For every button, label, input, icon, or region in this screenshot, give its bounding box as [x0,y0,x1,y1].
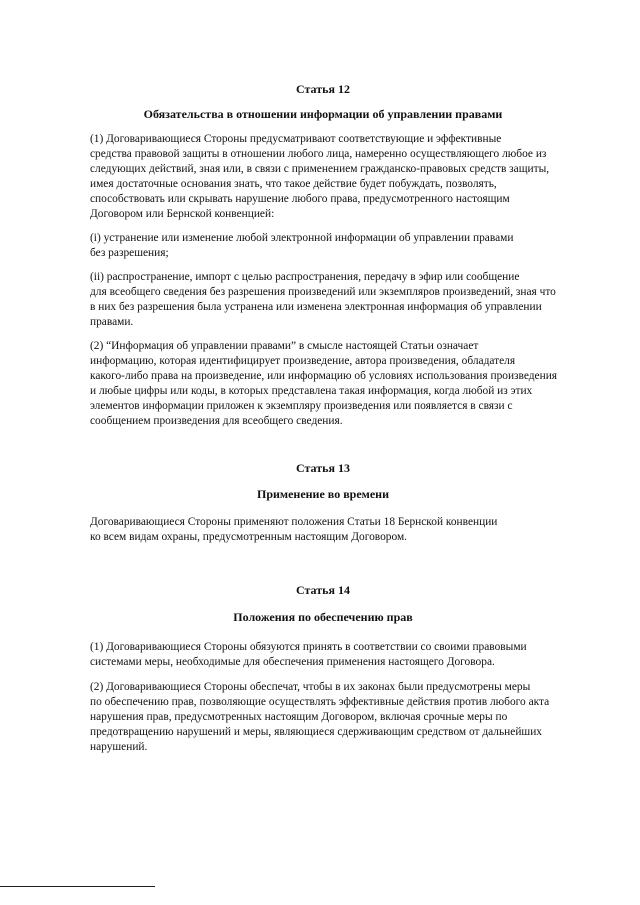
article-14-p2-line: по обеспечению прав, позволяющие осуществлять эффективные действия против любого акта [90,696,550,708]
article-12-item-ii-line: (ii) распространение, импорт с целью распространения, передачу в эфир или сообщение [90,271,520,283]
article-14-p2-line: нарушения прав, предусмотренных настоящим Договором, включая срочные меры по [90,711,508,723]
article-12-p2-line: сообщением произведения для всеобщего сведения. [90,415,343,427]
article-12-p1-line: Договором или Бернской конвенцией: [90,208,275,220]
article-12-p2-line: и любые цифры или коды, в которых представлена такая информация, когда любой из этих [90,385,533,397]
article-12-p2-line: элементов информации приложен к экземпляру произведения или появляется в связи с [90,400,513,412]
article-14-subtitle: Положения по обеспечению прав [233,610,413,624]
article-12-p1-line: следующих действий, зная или, в связи с применением гражданско-правовых средств защиты, [90,163,550,175]
article-12-p2-line: информацию, которая идентифицирует произведение, автора произведения, обладателя [90,355,516,367]
article-12-item-i-line: (i) устранение или изменение любой электронной информации об управлении правами [90,232,514,244]
article-14-title: Статья 14 [296,583,350,597]
article-14-p1-line: системами меры, необходимые для обеспечения применения настоящего Договора. [90,656,495,668]
article-13-subtitle: Применение во времени [256,487,390,501]
article-12-title: Статья 12 [296,82,350,96]
article-12-p1-line: средства правовой защиты в отношении любого лица, намеренно осуществляющего любое из [90,148,547,160]
article-12-item-ii-line: для всеобщего сведения без разрешения произведений или экземпляров произведений, зная что [90,286,556,298]
article-12-p2-line: (2) “Информация об управлении правами” в смысле настоящей Статьи означает [90,340,479,352]
article-12-p1-line: имея достаточные основания знать, что такое действие будет побуждать, позволять, [90,178,497,190]
article-14-p2-line: предотвращению нарушений и меры, являющиеся сдерживающим средством от дальнейших [90,726,542,738]
footnote-separator [0,886,155,887]
article-12-subtitle: Обязательства в отношении информации об управлении правами [143,107,503,121]
article-12-item-i-line: без разрешения; [90,247,169,259]
article-13-p-line: Договаривающиеся Стороны применяют положения Статьи 18 Бернской конвенции [90,516,498,528]
article-14-p2-line: (2) Договаривающиеся Стороны обеспечат, чтобы в их законах были предусмотрены меры [90,681,531,693]
article-12-p1-line: способствовать или скрывать нарушение любого права, предусмотренного настоящим [90,193,510,205]
article-14-p1-line: (1) Договаривающиеся Стороны обязуются принять в соответствии со своими правовыми [90,641,527,653]
article-12-item-ii-line: в них без разрешения была устранена или изменена электронная информация об управлении [90,301,542,313]
article-12-p2-line: какого-либо права на произведение, или информацию об условиях использования произведения [90,370,558,382]
article-13-title: Статья 13 [296,461,350,475]
article-13-p-line: ко всем видам охраны, предусмотренным настоящим Договором. [90,531,408,543]
article-14-p2-line: нарушений. [90,741,148,753]
article-12-item-ii-line: правами. [90,316,134,328]
article-12-p1-line: (1) Договаривающиеся Стороны предусматривают соответствующие и эффективные [90,133,502,145]
